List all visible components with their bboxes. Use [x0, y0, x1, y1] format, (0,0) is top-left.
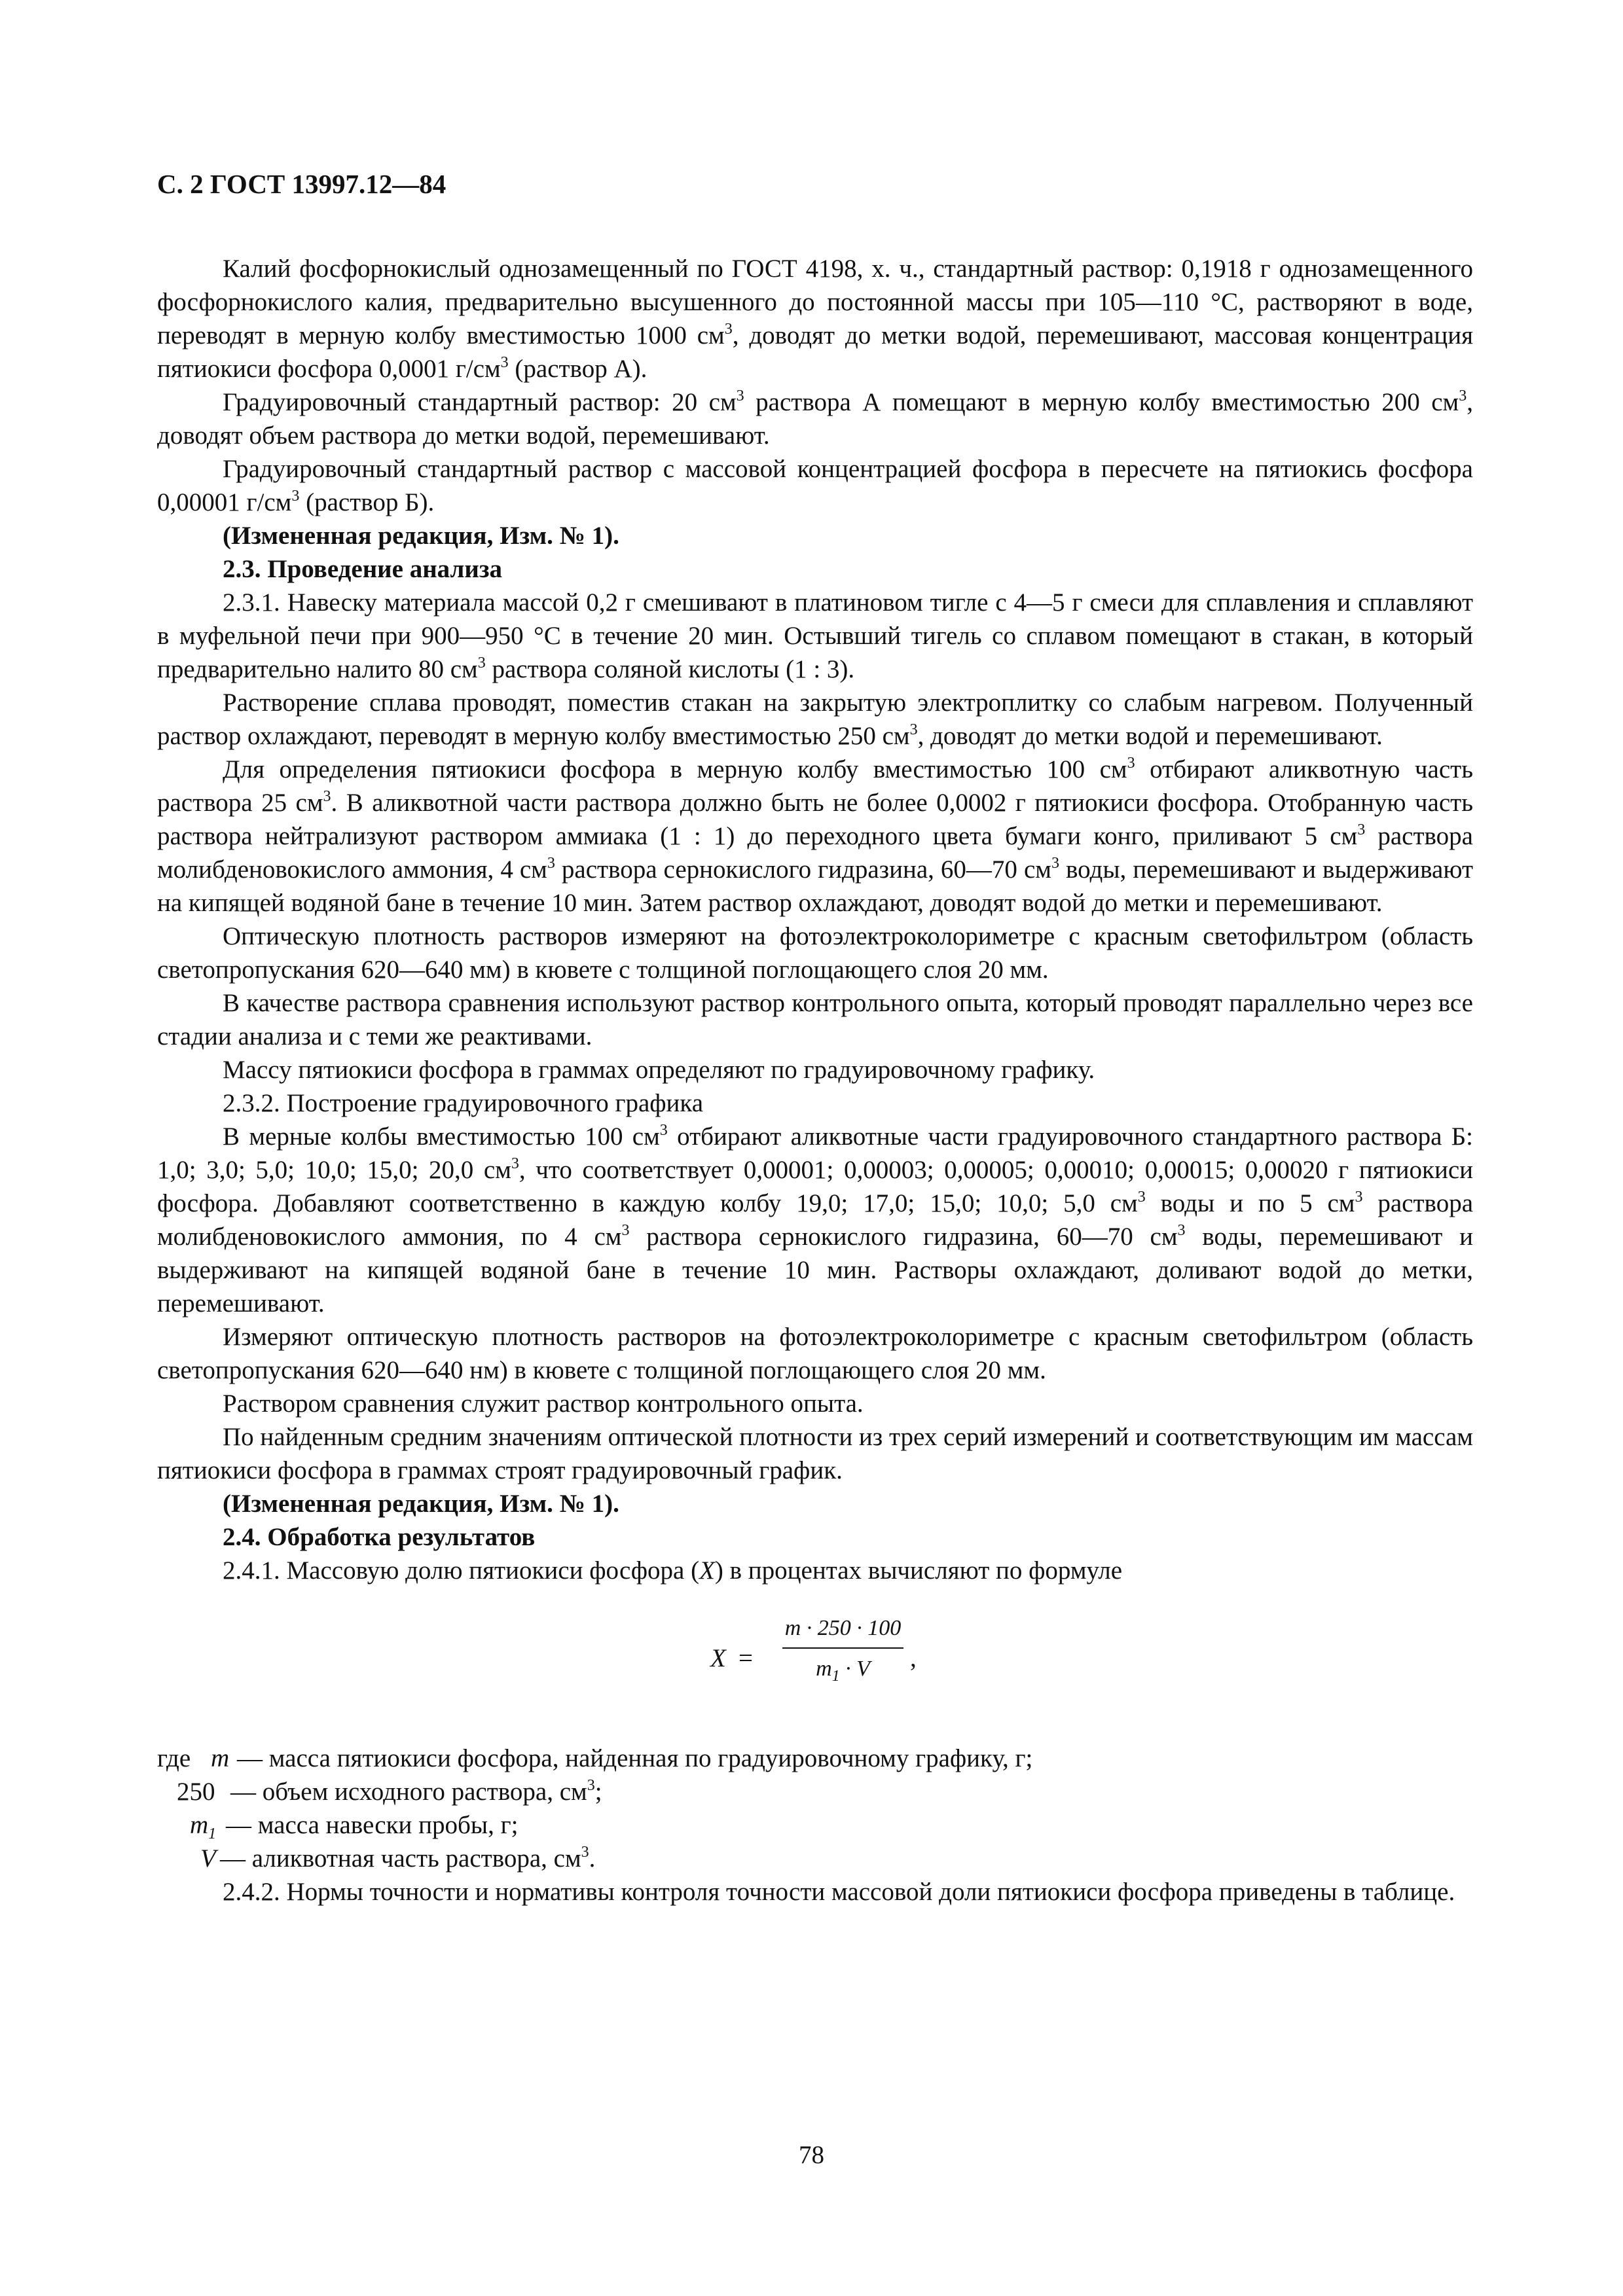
section-heading-analysis: 2.3. Проведение анализа [223, 555, 503, 583]
fraction-bar [782, 1647, 903, 1649]
paragraph-aliquot: Для определения пятиокиси фосфора в мерную колбу вместимостью 100 $см^3$ отбирают аликвотную часть раствора 25 $см^3$. В аликвотной части раствора должно быть не более 0,0002 г пятиокиси фосфора. Отобранную часть раствора нейтрализуют раствором аммиака (1 : 1) до переходного цвета бумаги конго, приливают 5 $см^3$ раствора молибденовокислого аммония, 4 $см^3$ раствора сернокислого гидразина, 60—70 $см^3$ воды, перемешивают и выдерживают на кипящей водяной бане в течение 10 мин. Затем раствор охлаждают, доводят водой до метки и перемешивают. [157, 755, 1473, 917]
legend-row-m1: $m_1$ — масса навески пробы, г; [190, 1811, 519, 1842]
document-page [157, 167, 1473, 1909]
page-header: С. 2 ГОСТ 13997.12—84 [157, 169, 447, 199]
variable-legend [157, 1742, 1473, 1875]
paragraph-mass-determination: Массу пятиокиси фосфора в граммах определяют по градуировочному графику. [223, 1056, 1095, 1084]
paragraph-reference-control: Раствором сравнения служит раствор контрольного опыта. [223, 1390, 864, 1418]
formula-fraction [782, 1613, 903, 1684]
formula-numerator: m · 250 · 100 [784, 1616, 902, 1640]
formula-denominator: $m_1 \cdot V$ [816, 1657, 870, 1685]
amendment-note: (Измененная редакция, Изм. № 1). [223, 522, 619, 550]
paragraph-2-3-1: 2.3.1. Навеску материала массой 0,2 г смешивают в платиновом тигле с 4—5 г смеси для сплавления и сплавляют в муфельной печи при 900—950 °С в течение 20 мин. Остывший тигель со сплавом помещают в стакан, в который предварительно налито 80 $см^3$ раствора соляной кислоты (1 : 3). [157, 588, 1473, 683]
formula-comma: , [910, 1644, 917, 1672]
paragraph-potassium-phosphate: Калий фосфорнокислый однозамещенный по ГОСТ 4198, х. ч., стандартный раствор: 0,1918 г однозамещенного фосфорнокислого калия, предварительно высушенного до постоянной массы при 105—110 °С, растворяют в воде, переводят в мерную колбу вместимостью 1000 $см^3$, доводят до метки водой, перемешивают, массовая концентрация пятиокиси фосфора 0,0001 $г/см^3$ (раствор А). [157, 255, 1474, 383]
paragraph-dissolution: Растворение сплава проводят, поместив стакан на закрытую электроплитку со слабым нагревом. Полученный раствор охлаждают, переводят в мерную колбу вместимостью 250 $см^3$, доводят до метки водой и перемешивают. [157, 689, 1473, 750]
section-heading-results: 2.4. Обработка результатов [223, 1523, 536, 1551]
paragraph-2-3-2: В мерные колбы вместимостью 100 $см^3$ отбирают аликвотные части градуировочного стандартного раствора Б: 1,0; 3,0; 5,0; 10,0; 15,0; 20,0 $см^3$, что соответствует 0,00001; 0,00003; 0,00005; 0,00010; 0,00015; 0,00020 г пятиокиси фосфора. Добавляют соответственно в каждую колбу 19,0; 17,0; 15,0; 10,0; 5,0 $см^3$ воды и по 5 $см^3$ раствора молибденовокислого аммония, по 4 $см^3$ раствора сернокислого гидразина, 60—70 $см^3$ воды, перемешивают и выдерживают на кипящей водяной бане в течение 10 мин. Растворы охлаждают, доливают водой до метки, перемешивают. [157, 1122, 1474, 1318]
amendment-note: (Измененная редакция, Изм. № 1). [223, 1490, 619, 1518]
legend-row-m: где m — масса пятиокиси фосфора, найденная по градуировочному графику, г; [157, 1744, 1033, 1772]
page-number: 78 [799, 2141, 824, 2169]
paragraph-build-graph: По найденным средним значениям оптической плотности из трех серий измерений и соответствующим им массам пятиокиси фосфора в граммах строят градуировочный график. [157, 1423, 1473, 1484]
paragraph-calibration-solution: Градуировочный стандартный раствор: 20 $см^3$ раствора А помещают в мерную колбу вместимостью 200 $см^3$, доводят объем раствора до метки водой, перемешивают. [157, 387, 1473, 450]
formula-lhs: X [710, 1644, 726, 1672]
paragraph-2-4-1: 2.4.1. Массовую долю пятиокиси фосфора (X) в процентах вычисляют по формуле [223, 1556, 1123, 1585]
paragraph-reference-solution: В качестве раствора сравнения используют раствор контрольного опыта, который проводят параллельно через все стадии анализа и с теми же реактивами. [157, 989, 1473, 1050]
legend-row-250: 250 — объем исходного раствора, $см^3$; [177, 1777, 602, 1806]
formula-equals: = [739, 1644, 753, 1672]
legend-row-V: V — аликвотная часть раствора, $см^3$. [200, 1844, 596, 1873]
paragraph-optical-density: Оптическую плотность растворов измеряют на фотоэлектроколориметре с красным светофильтром (область светопропускания 620—640 мм) в кювете с толщиной поглощающего слоя 20 мм. [157, 922, 1473, 984]
paragraph-measure-density: Измеряют оптическую плотность растворов на фотоэлектроколориметре с красным светофильтром (область светопропускания 620—640 нм) в кювете с толщиной поглощающего слоя 20 мм. [157, 1323, 1473, 1384]
section-heading-calibration-graph: 2.3.2. Построение градуировочного графика [223, 1089, 704, 1117]
paragraph-solution-b: Градуировочный стандартный раствор с массовой концентрацией фосфора в пересчете на пятиокись фосфора 0,00001 $г/см^3$ (раствор Б). [157, 455, 1473, 516]
formula [157, 1613, 1473, 1712]
paragraph-2-4-2: 2.4.2. Нормы точности и нормативы контроля точности массовой доли пятиокиси фосфора приведены в таблице. [223, 1878, 1455, 1906]
